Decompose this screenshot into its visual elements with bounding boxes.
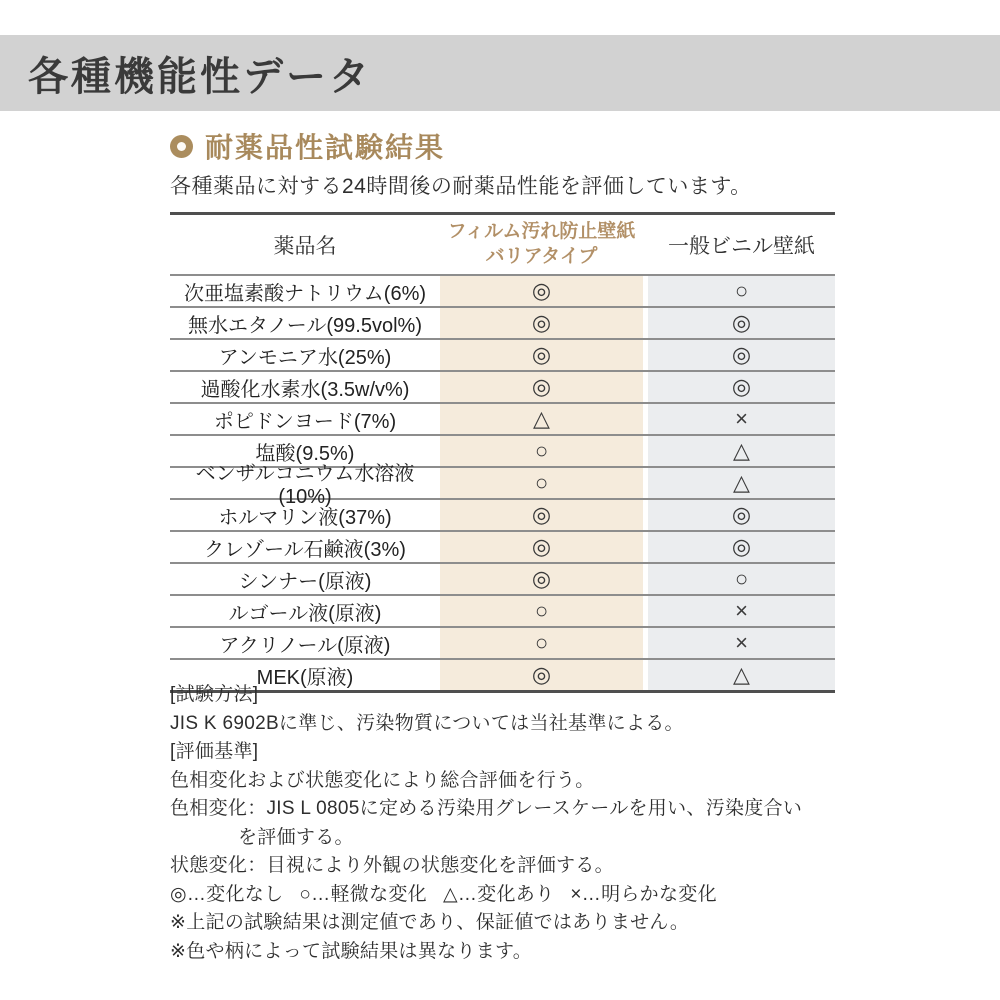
chemical-name: 過酸化水素水(3.5w/v%) <box>200 378 410 401</box>
section-title: 耐薬品性試験結果 <box>205 132 446 163</box>
section-subtitle: 各種薬品に対する24時間後の耐薬品性能を評価しています。 <box>170 175 752 198</box>
chemical-name: ルゴール液(原液) <box>228 602 382 625</box>
table-row <box>170 564 835 596</box>
film-result: ◎ <box>440 308 648 338</box>
notes-section <box>170 681 870 966</box>
vinyl-result: × <box>648 404 835 434</box>
film-result: ◎ <box>440 340 648 370</box>
vinyl-result: △ <box>648 436 835 466</box>
film-result: ◎ <box>440 532 648 562</box>
hue-change-line2: を評価する。 <box>238 826 354 848</box>
table-row <box>170 308 835 340</box>
method-text: JIS K 6902Bに準じ、汚染物質については当社基準による。 <box>170 712 684 734</box>
chemical-name: アクリノール(原液) <box>219 634 391 657</box>
table-row <box>170 596 835 628</box>
film-result: ○ <box>440 596 648 626</box>
table-row <box>170 372 835 404</box>
legend-item: △…変化あり <box>442 883 555 905</box>
table-row <box>170 500 835 532</box>
legend-item: ○…軽微な変化 <box>299 883 427 905</box>
table-row <box>170 463 835 508</box>
chemical-name: クレゾール石鹸液(3%) <box>204 538 406 561</box>
vinyl-result: ○ <box>648 564 835 594</box>
column-header-vinyl: 一般ビニル壁紙 <box>668 234 815 258</box>
legend-item: ×…明らかな変化 <box>570 883 717 905</box>
chemical-name: ホルマリン液(37%) <box>218 506 392 529</box>
vinyl-result: ◎ <box>648 340 835 370</box>
film-result: ○ <box>440 468 648 498</box>
vinyl-result: ◎ <box>648 308 835 338</box>
film-result: ◎ <box>440 564 648 594</box>
chemical-name: 次亜塩素酸ナトリウム(6%) <box>183 282 427 305</box>
state-change-line: 状態変化：目視により外観の状態変化を評価する。 <box>170 855 614 876</box>
vinyl-result: ◎ <box>648 372 835 402</box>
vinyl-result: ○ <box>648 276 835 306</box>
method-label: [試験方法] <box>170 684 259 705</box>
table-row <box>170 276 835 308</box>
symbol-legend <box>170 881 870 910</box>
column-header-chemical: 薬品名 <box>273 234 337 258</box>
column-header-film <box>440 215 648 274</box>
film-result: ◎ <box>440 500 648 530</box>
column-header-film-line1: フィルム汚れ防止壁紙 <box>447 220 636 242</box>
film-result: ◎ <box>440 276 648 306</box>
criteria-label: [評価基準] <box>170 741 259 762</box>
chemical-name: ポピドンヨード(7%) <box>213 410 397 433</box>
film-result: ○ <box>440 628 648 658</box>
section-bullet-icon <box>170 135 193 158</box>
title-bar <box>0 35 1000 111</box>
chemical-name: シンナー(原液) <box>238 570 372 593</box>
table-row <box>170 404 835 436</box>
vinyl-result: △ <box>648 660 835 690</box>
criteria-text: 色相変化および状態変化により総合評価を行う。 <box>170 769 595 791</box>
chemical-resistance-table <box>170 212 835 693</box>
vinyl-result: ◎ <box>648 500 835 530</box>
table-rows <box>170 276 835 690</box>
chemical-name: MEK(原液) <box>256 666 354 689</box>
hue-change-line1: 色相変化：JIS L 0805に定める汚染用グレースケールを用い、汚染度合い <box>170 798 803 819</box>
disclaimer-1: ※上記の試験結果は測定値であり、保証値ではありません。 <box>170 912 690 933</box>
legend-item: ◎…変化なし <box>170 883 284 905</box>
table-row <box>170 340 835 372</box>
vinyl-result: △ <box>648 468 835 498</box>
vinyl-result: × <box>648 596 835 626</box>
section-heading <box>170 126 445 166</box>
film-result: ◎ <box>440 372 648 402</box>
chemical-name: アンモニア水(25%) <box>218 346 392 369</box>
vinyl-result: ◎ <box>648 532 835 562</box>
chemical-name: ベンザルコニウム水溶液(10%) <box>195 463 415 508</box>
film-result: ◎ <box>440 660 648 690</box>
table-row <box>170 628 835 660</box>
disclaimer-2: ※色や柄によって試験結果は異なります。 <box>170 940 533 962</box>
table-row <box>170 532 835 564</box>
film-result: △ <box>440 404 648 434</box>
page-title: 各種機能性データ <box>28 54 372 99</box>
chemical-name: 塩酸(9.5%) <box>255 442 355 465</box>
table-header-row <box>170 215 835 276</box>
vinyl-result: × <box>648 628 835 658</box>
column-header-film-line2: バリアタイプ <box>485 245 598 267</box>
chemical-name: 無水エタノール(99.5vol%) <box>188 314 422 337</box>
film-result: ○ <box>440 436 648 466</box>
